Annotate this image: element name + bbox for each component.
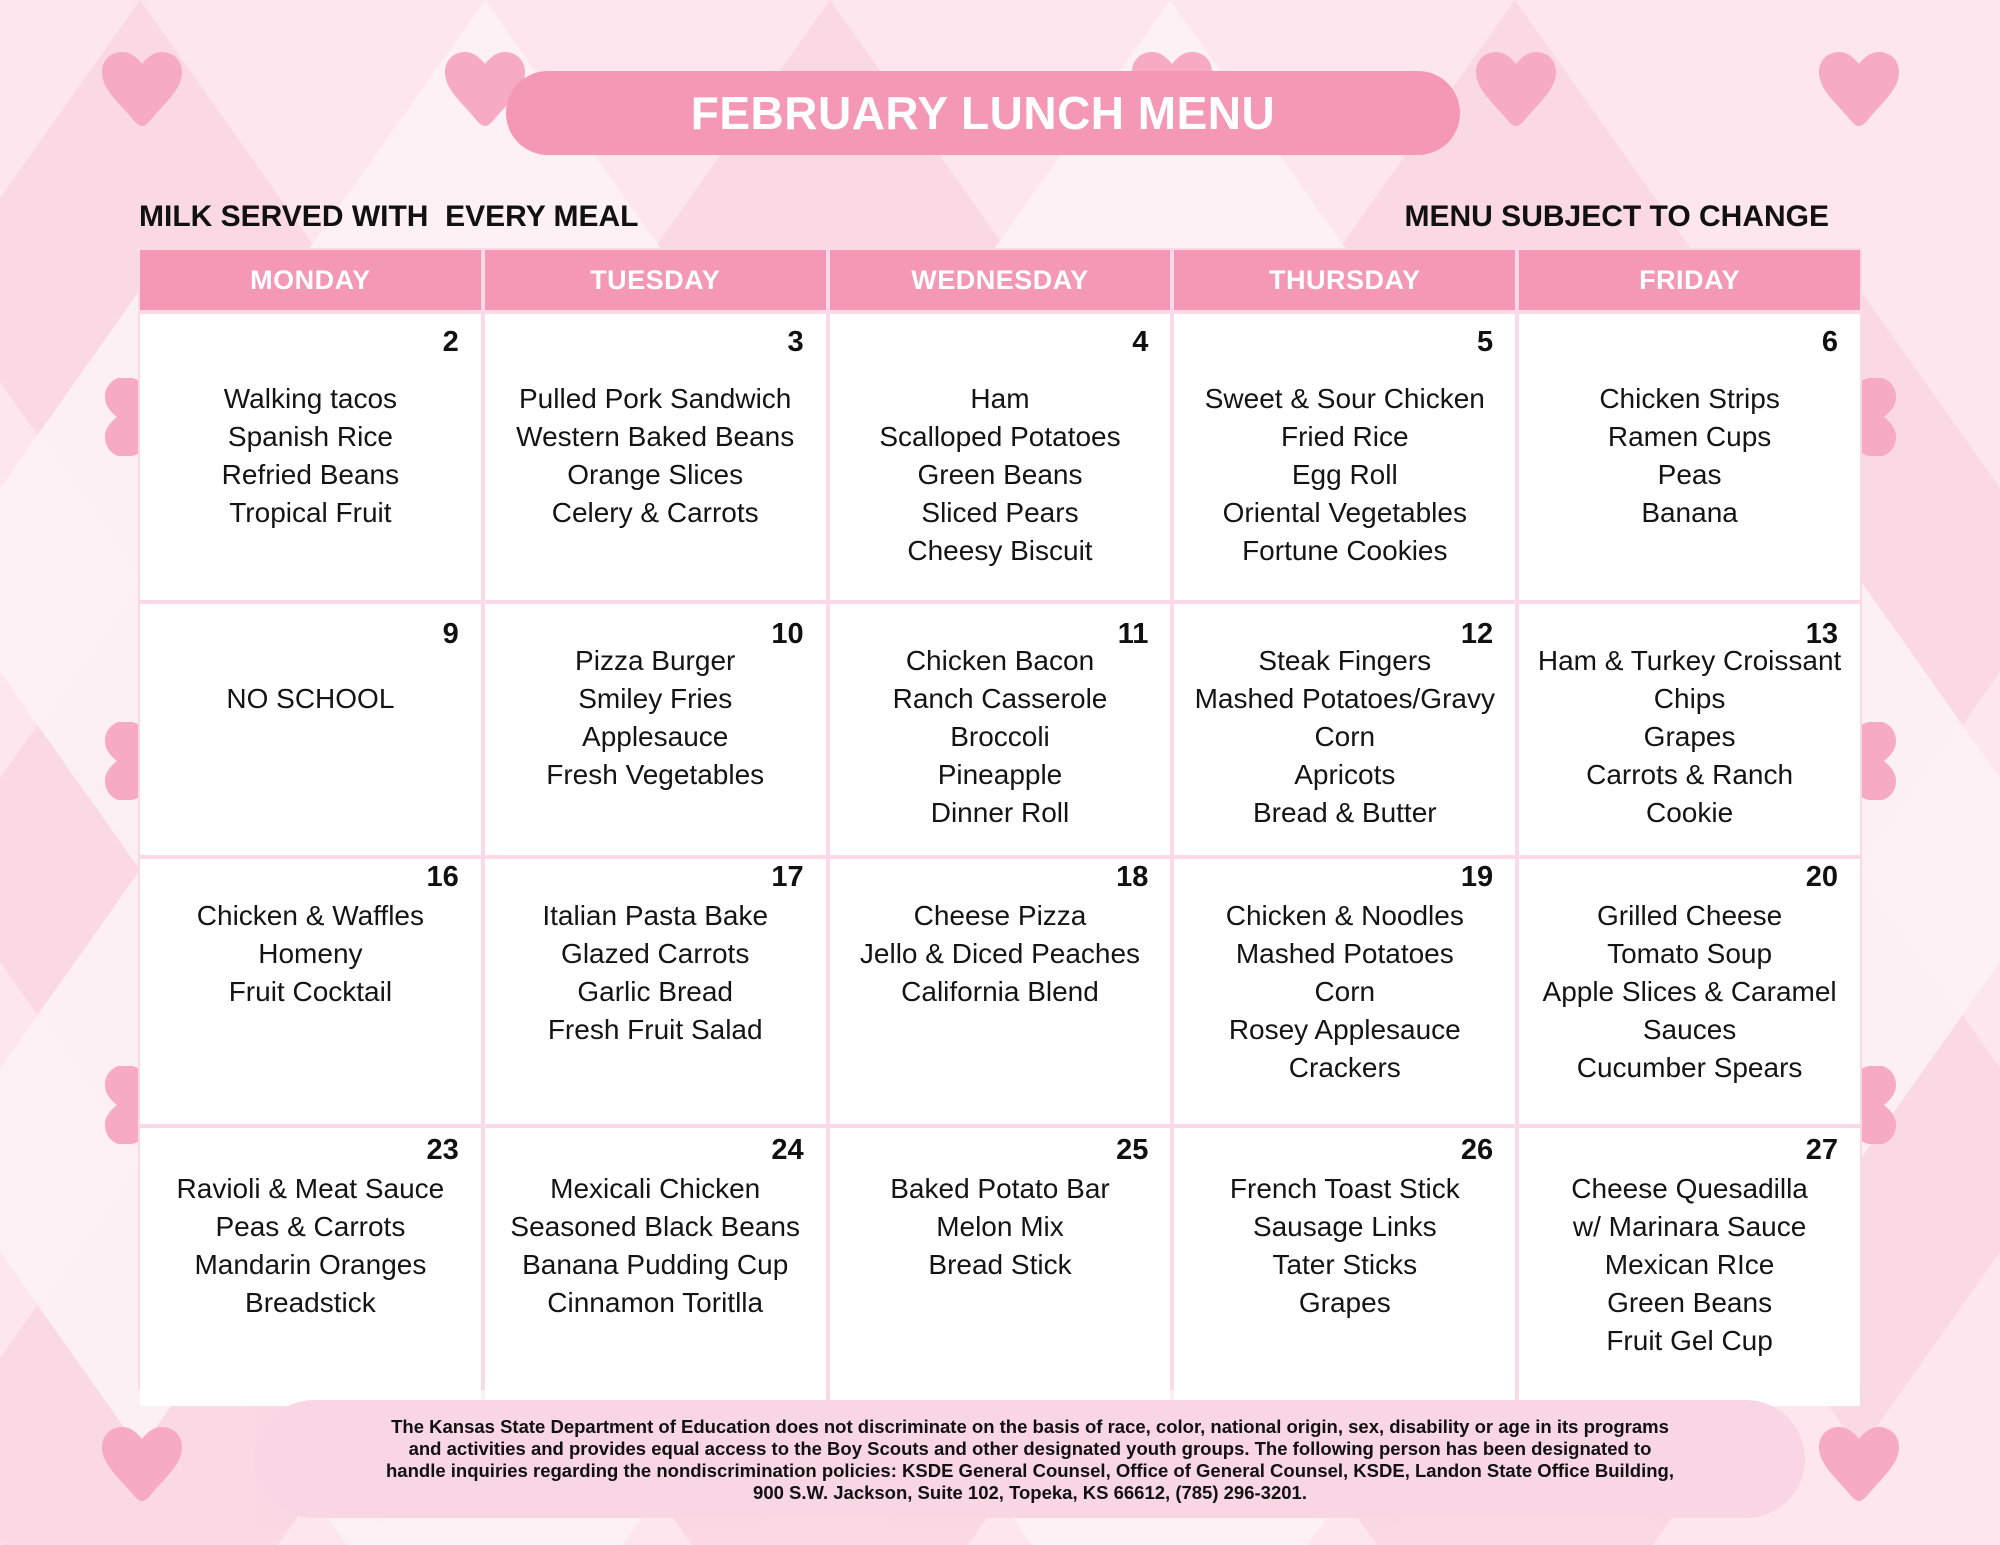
date-number: 13: [1805, 618, 1838, 650]
menu-item: NO SCHOOL: [226, 683, 395, 714]
day-header-tuesday: [485, 250, 826, 310]
menu-item: Sweet & Sour Chicken: [1204, 383, 1485, 414]
day-header-wednesday: [830, 250, 1171, 310]
menu-item: Fresh Fruit Salad: [547, 1014, 763, 1045]
menu-item: Homeny: [258, 938, 363, 969]
menu-items: [485, 642, 826, 794]
menu-item: Peas & Carrots: [215, 1211, 406, 1242]
day-header-friday: [1519, 250, 1860, 310]
menu-item: Oriental Vegetables: [1222, 497, 1467, 528]
menu-item: Grapes: [1298, 1287, 1391, 1318]
menu-item: Cinnamon Toritlla: [547, 1287, 764, 1318]
day-cell: [1519, 859, 1860, 1124]
menu-item: Melon Mix: [936, 1211, 1064, 1242]
menu-item: Ham & Turkey Croissant: [1537, 645, 1842, 676]
menu-item: Egg Roll: [1291, 459, 1398, 490]
menu-item: Baked Potato Bar: [890, 1173, 1110, 1204]
day-cell: [485, 314, 826, 600]
menu-items: [140, 897, 481, 1011]
date-number: 4: [1132, 326, 1149, 358]
menu-calendar: [138, 248, 1862, 1390]
menu-item: Jello & Diced Peaches: [859, 938, 1141, 969]
milk-note: MILK SERVED WITH EVERY MEAL: [139, 200, 639, 233]
date-number: 24: [771, 1134, 804, 1166]
day-cell: [1174, 314, 1515, 600]
menu-item: Chips: [1653, 683, 1726, 714]
menu-items: [1174, 1170, 1515, 1322]
menu-items: [1519, 642, 1860, 832]
menu-item: Celery & Carrots: [551, 497, 759, 528]
day-cell: [1519, 314, 1860, 600]
menu-item: Rosey Applesauce: [1228, 1014, 1461, 1045]
date-number: 26: [1460, 1134, 1494, 1166]
day-cell: [140, 604, 481, 855]
menu-item: w/ Marinara Sauce: [1572, 1211, 1807, 1242]
menu-item: Corn: [1314, 976, 1376, 1007]
date-number: 10: [771, 618, 804, 650]
menu-items: [1519, 897, 1860, 1087]
menu-item: Tropical Fruit: [229, 497, 392, 528]
menu-item: Smiley Fries: [578, 683, 733, 714]
day-label: TUESDAY: [590, 264, 721, 295]
menu-item: Fried Rice: [1280, 421, 1409, 452]
day-label: THURSDAY: [1269, 264, 1421, 295]
date-number: 19: [1460, 861, 1494, 893]
date-number: 23: [426, 1134, 459, 1166]
menu-item: Fortune Cookies: [1242, 535, 1448, 566]
menu-items: [485, 897, 826, 1049]
nondiscrimination-notice: [255, 1400, 1805, 1518]
menu-item: Chicken & Noodles: [1225, 900, 1464, 931]
menu-items: [1519, 1170, 1860, 1360]
day-header-thursday: [1174, 250, 1515, 310]
menu-items: [485, 380, 826, 532]
menu-item: Chicken & Waffles: [196, 900, 424, 931]
menu-item: Applesauce: [582, 721, 729, 752]
menu-item: Sauces: [1642, 1014, 1737, 1045]
menu-item: Banana Pudding Cup: [522, 1249, 789, 1280]
menu-item: Grilled Cheese: [1596, 900, 1783, 931]
menu-item: Refried Beans: [221, 459, 400, 490]
menu-item: Garlic Bread: [577, 976, 733, 1007]
menu-item: Ham: [970, 383, 1030, 414]
subject-to-change-note: MENU SUBJECT TO CHANGE: [1404, 200, 1829, 233]
day-cell: [830, 604, 1171, 855]
menu-item: Mandarin Oranges: [194, 1249, 427, 1280]
menu-item: Ravioli & Meat Sauce: [176, 1173, 445, 1204]
menu-item: Broccoli: [950, 721, 1050, 752]
menu-item: Grapes: [1643, 721, 1736, 752]
menu-item: California Blend: [901, 976, 1099, 1007]
menu-item: Orange Slices: [567, 459, 744, 490]
menu-item: Tater Sticks: [1272, 1249, 1418, 1280]
menu-item: Fruit Gel Cup: [1606, 1325, 1773, 1356]
menu-items: [1174, 897, 1515, 1087]
day-label: FRIDAY: [1639, 264, 1741, 295]
day-cell: [1174, 604, 1515, 855]
menu-items: [140, 680, 481, 718]
date-number: 25: [1116, 1134, 1149, 1166]
menu-item: Mexicali Chicken: [550, 1173, 761, 1204]
day-cell: [830, 859, 1171, 1124]
menu-item: Banana: [1641, 497, 1738, 528]
day-cell: [485, 859, 826, 1124]
heart-icon: [1817, 50, 1901, 128]
date-number: 18: [1116, 861, 1149, 893]
date-number: 6: [1821, 326, 1838, 358]
day-cell: [485, 1128, 826, 1406]
day-label: WEDNESDAY: [911, 264, 1089, 295]
menu-item: Steak Fingers: [1258, 645, 1432, 676]
menu-item: Crackers: [1288, 1052, 1401, 1083]
date-number: 2: [442, 326, 459, 358]
menu-items: [1174, 380, 1515, 570]
menu-items: [140, 380, 481, 532]
menu-items: [485, 1170, 826, 1322]
page-title: FEBRUARY LUNCH MENU: [690, 87, 1276, 139]
menu-item: Apricots: [1294, 759, 1396, 790]
menu-item: Corn: [1314, 721, 1376, 752]
date-number: 3: [787, 326, 804, 358]
menu-item: French Toast Stick: [1229, 1173, 1460, 1204]
menu-item: Breadstick: [245, 1287, 376, 1318]
day-cell: [1174, 1128, 1515, 1406]
day-cell: [1519, 1128, 1860, 1406]
day-cell: [485, 604, 826, 855]
date-number: 12: [1460, 618, 1494, 650]
menu-item: Walking tacos: [223, 383, 398, 414]
menu-item: Green Beans: [917, 459, 1083, 490]
menu-item: Mashed Potatoes: [1235, 938, 1454, 969]
menu-item: Scalloped Potatoes: [879, 421, 1121, 452]
day-cell: [830, 314, 1171, 600]
title-banner: [506, 71, 1460, 155]
menu-item: Peas: [1657, 459, 1722, 490]
menu-item: Bread & Butter: [1252, 797, 1437, 828]
date-number: 27: [1805, 1134, 1838, 1166]
menu-item: Ranch Casserole: [892, 683, 1108, 714]
notice-line: and activities and provides equal access to the Boy Scouts and other designated youth groups. The following person has been designated to: [408, 1438, 1652, 1459]
menu-item: Western Baked Beans: [516, 421, 795, 452]
heart-icon: [1474, 50, 1558, 128]
heart-icon: [1817, 1425, 1901, 1503]
menu-item: Chicken Strips: [1599, 383, 1780, 414]
day-cell: [140, 1128, 481, 1406]
day-cell: [1519, 604, 1860, 855]
date-number: 17: [771, 861, 804, 893]
menu-item: Italian Pasta Bake: [542, 900, 769, 931]
menu-item: Sliced Pears: [921, 497, 1079, 528]
menu-items: [830, 897, 1171, 1011]
date-number: 5: [1477, 326, 1494, 358]
day-cell: [1174, 859, 1515, 1124]
menu-item: Glazed Carrots: [561, 938, 750, 969]
menu-item: Mexican RIce: [1604, 1249, 1775, 1280]
menu-item: Pizza Burger: [575, 645, 736, 676]
notice-line: 900 S.W. Jackson, Suite 102, Topeka, KS 66612, (785) 296-3201.: [753, 1482, 1307, 1503]
menu-item: Apple Slices & Caramel: [1542, 976, 1837, 1007]
menu-item: Fruit Cocktail: [228, 976, 393, 1007]
menu-item: Pineapple: [937, 759, 1063, 790]
menu-item: Sausage Links: [1252, 1211, 1437, 1242]
menu-item: Pulled Pork Sandwich: [519, 383, 792, 414]
menu-item: Seasoned Black Beans: [510, 1211, 800, 1242]
day-header-monday: [140, 250, 481, 310]
menu-item: Chicken Bacon: [905, 645, 1095, 676]
menu-items: [830, 1170, 1171, 1284]
menu-item: Dinner Roll: [930, 797, 1070, 828]
heart-icon: [100, 50, 184, 128]
menu-item: Fresh Vegetables: [546, 759, 765, 790]
menu-item: Cheese Quesadilla: [1571, 1173, 1808, 1204]
date-number: 9: [442, 618, 459, 650]
day-cell: [830, 1128, 1171, 1406]
date-number: 16: [426, 861, 459, 893]
menu-item: Spanish Rice: [227, 421, 393, 452]
date-number: 20: [1805, 861, 1838, 893]
menu-item: Cheesy Biscuit: [907, 535, 1093, 566]
day-label: MONDAY: [250, 264, 371, 295]
day-cell: [140, 859, 481, 1124]
menu-item: Tomato Soup: [1607, 938, 1773, 969]
menu-item: Cucumber Spears: [1576, 1052, 1803, 1083]
notice-line: The Kansas State Department of Education does not discriminate on the basis of race, color, national origin, sex, disability or age in its programs: [391, 1416, 1669, 1437]
menu-item: Mashed Potatoes/Gravy: [1194, 683, 1495, 714]
menu-items: [1174, 642, 1515, 832]
menu-item: Green Beans: [1607, 1287, 1773, 1318]
menu-items: [830, 642, 1171, 832]
date-number: 11: [1117, 618, 1149, 650]
menu-item: Carrots & Ranch: [1586, 759, 1794, 790]
notice-line: handle inquiries regarding the nondiscrimination policies: KSDE General Counsel, Office of General Counsel, KSDE, Landon State Office Building,: [386, 1460, 1674, 1481]
heart-icon: [100, 1425, 184, 1503]
menu-item: Cookie: [1646, 797, 1734, 828]
day-cell: [140, 314, 481, 600]
menu-items: [1519, 380, 1860, 532]
menu-items: [830, 380, 1171, 570]
menu-item: Bread Stick: [928, 1249, 1072, 1280]
menu-item: Cheese Pizza: [913, 900, 1087, 931]
menu-items: [140, 1170, 481, 1322]
menu-item: Ramen Cups: [1607, 421, 1772, 452]
